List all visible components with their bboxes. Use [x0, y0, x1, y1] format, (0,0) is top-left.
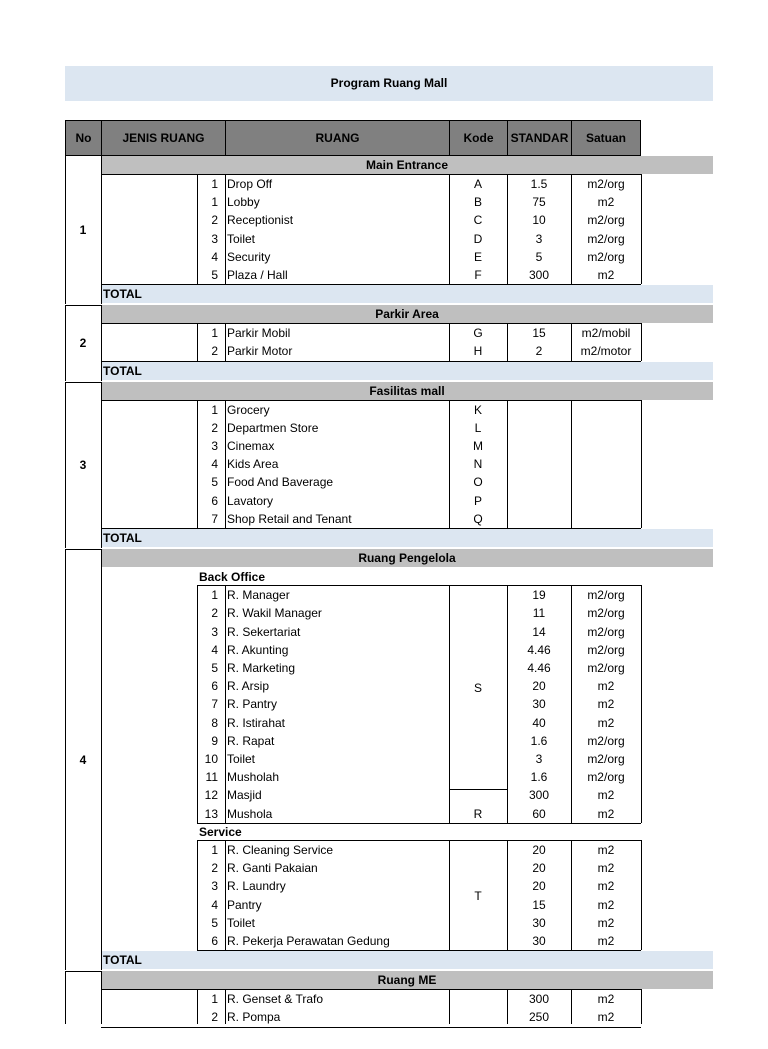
satuan-value: m2/org	[587, 606, 625, 621]
ruang-name: R. Sekertariat	[227, 624, 301, 639]
standar-value	[507, 455, 571, 473]
ruang-name: Shop Retail and Tenant	[227, 511, 352, 526]
row-number: 5	[211, 268, 218, 282]
grid-line	[571, 174, 572, 284]
row-number: 1	[211, 402, 218, 417]
row-number: 7	[211, 511, 218, 526]
ruang-name: R. Pantry	[227, 697, 278, 712]
grid-line	[449, 174, 450, 284]
kode-value	[449, 990, 507, 1008]
section-header: Ruang ME	[101, 971, 713, 989]
grid-line	[641, 400, 642, 528]
ruang-name: R. Laundry	[227, 879, 286, 894]
kode-value: P	[473, 493, 482, 508]
row-number: 2	[211, 1010, 218, 1025]
standar-value: 2	[535, 344, 543, 359]
standar-value	[507, 401, 571, 419]
kode-value: T	[474, 888, 482, 903]
satuan-value: m2/org	[587, 642, 625, 657]
satuan-value: m2/mobil	[581, 326, 631, 341]
row-number: 1	[211, 588, 218, 603]
grid-line	[197, 823, 641, 824]
header-satuan: Satuan	[571, 120, 641, 156]
standar-value: 1.6	[530, 733, 548, 748]
standar-value	[507, 437, 571, 455]
standar-value: 3	[535, 231, 543, 246]
kode-value: C	[473, 213, 483, 228]
header-jenis-ruang: JENIS RUANG	[101, 120, 226, 156]
satuan-value: m2	[597, 697, 615, 712]
row-number: 8	[211, 715, 218, 730]
satuan-value: m2/org	[587, 213, 625, 228]
kode-value: A	[473, 177, 482, 191]
satuan-value	[571, 437, 641, 455]
ruang-name: Mushola	[227, 806, 273, 821]
satuan-value: m2	[597, 915, 615, 930]
kode-value: O	[473, 475, 483, 490]
satuan-value: m2	[597, 934, 615, 948]
satuan-value: m2	[597, 195, 615, 210]
grid-line	[449, 789, 507, 790]
standar-value	[507, 492, 571, 510]
ruang-name: R. Arsip	[227, 679, 270, 694]
satuan-value: m2	[597, 1010, 615, 1025]
standar-value: 3	[535, 752, 543, 766]
kode-value: H	[473, 344, 483, 359]
satuan-value: m2/org	[587, 752, 625, 766]
standar-value: 75	[532, 195, 546, 210]
grid-line	[225, 585, 226, 823]
satuan-value	[571, 455, 641, 473]
section-number: 4	[79, 752, 87, 767]
standar-value	[507, 510, 571, 528]
grid-line	[571, 400, 572, 528]
row-number: 3	[211, 879, 218, 894]
standar-value	[507, 419, 571, 437]
row-number: 4	[211, 457, 218, 472]
ruang-name: Kids Area	[227, 457, 279, 472]
row-number: 5	[211, 475, 218, 490]
kode-value: K	[473, 402, 482, 417]
row-number: 4	[211, 642, 218, 657]
grid-line	[65, 549, 101, 550]
standar-value: 15	[532, 326, 546, 341]
row-number: 2	[211, 420, 218, 435]
satuan-value: m2/org	[587, 661, 625, 675]
grid-line	[225, 174, 226, 284]
ruang-name: Parkir Mobil	[227, 326, 291, 341]
grid-line	[65, 305, 101, 306]
ruang-name: Receptionist	[227, 213, 294, 228]
grid-line	[197, 989, 198, 1024]
standar-value	[507, 473, 571, 491]
header-no: No	[65, 120, 102, 156]
grid-line	[507, 840, 508, 950]
ruang-name: Cinemax	[227, 439, 275, 453]
header-ruang: RUANG	[225, 120, 450, 156]
total-row: TOTAL	[101, 362, 713, 380]
row-number: 1	[211, 326, 218, 341]
ruang-name: Grocery	[227, 402, 270, 417]
ruang-name: R. Pompa	[227, 1010, 281, 1025]
grid-line	[101, 971, 102, 1024]
ruang-name: R. Akunting	[227, 642, 289, 657]
grid-line	[197, 400, 198, 528]
row-number: 2	[211, 606, 218, 621]
grid-line	[197, 585, 198, 823]
ruang-name: R. Manager	[227, 588, 290, 603]
section-header: Main Entrance	[101, 156, 713, 174]
grid-line	[225, 989, 226, 1024]
satuan-value: m2/org	[587, 231, 625, 246]
row-number: 4	[211, 897, 218, 912]
row-number: 13	[204, 806, 218, 821]
row-number: 1	[211, 843, 218, 857]
ruang-name: Parkir Motor	[227, 344, 293, 359]
row-number: 10	[204, 752, 218, 766]
satuan-value	[571, 473, 641, 491]
grid-line	[571, 585, 572, 823]
standar-value: 60	[532, 806, 546, 821]
row-number: 12	[204, 788, 218, 803]
satuan-value: m2/org	[587, 733, 625, 748]
standar-value: 10	[532, 213, 546, 228]
satuan-value: m2/org	[587, 624, 625, 639]
row-number: 5	[211, 661, 218, 675]
satuan-value: m2	[597, 268, 615, 282]
satuan-value: m2/org	[587, 177, 625, 191]
ruang-name: Drop Off	[227, 177, 273, 191]
row-number: 6	[211, 493, 218, 508]
satuan-value: m2	[597, 715, 615, 730]
standar-value: 300	[528, 992, 550, 1007]
satuan-value: m2	[597, 788, 615, 803]
kode-value: L	[474, 420, 482, 435]
ruang-name: Toilet	[227, 231, 256, 246]
standar-value: 4.46	[527, 661, 551, 675]
row-number: 5	[211, 915, 218, 930]
row-number: 6	[211, 679, 218, 694]
satuan-value: m2	[597, 679, 615, 694]
satuan-value	[571, 492, 641, 510]
grid-line	[641, 323, 642, 360]
ruang-name: Pantry	[227, 897, 262, 912]
kode-value: F	[474, 268, 482, 282]
grid-line	[197, 323, 198, 360]
ruang-name: Lavatory	[227, 493, 274, 508]
grid-line	[65, 382, 101, 383]
row-number: 9	[211, 733, 218, 748]
satuan-value: m2	[597, 992, 615, 1007]
ruang-name: R. Cleaning Service	[227, 843, 334, 857]
kode-value: G	[473, 326, 483, 341]
standar-value: 15	[532, 897, 546, 912]
ruang-name: R. Wakil Manager	[227, 606, 322, 621]
ruang-name: Lobby	[227, 195, 260, 210]
satuan-value: m2	[597, 806, 615, 821]
ruang-name: Food And Baverage	[227, 475, 334, 490]
kode-value: B	[473, 195, 482, 210]
page-title: Program Ruang Mall	[65, 66, 713, 101]
ruang-name: R. Marketing	[227, 661, 296, 675]
row-number: 7	[211, 697, 218, 712]
standar-value: 4.46	[527, 642, 551, 657]
row-number: 2	[211, 213, 218, 228]
grid-line	[507, 174, 508, 284]
grid-line	[225, 323, 226, 360]
total-row: TOTAL	[101, 951, 713, 969]
grid-line	[641, 989, 642, 1024]
kode-value: Q	[473, 511, 483, 526]
row-number: 2	[211, 861, 218, 876]
group-label: Service	[199, 824, 242, 839]
kode-value: M	[473, 439, 483, 453]
ruang-name: Toilet	[227, 752, 256, 766]
grid-line	[225, 840, 226, 950]
header-kode: Kode	[449, 120, 508, 156]
section-header: Ruang Pengelola	[101, 549, 713, 567]
grid-line	[571, 323, 572, 360]
grid-line	[197, 840, 198, 950]
grid-line	[449, 585, 450, 823]
grid-line	[507, 323, 508, 360]
ruang-name: Plaza / Hall	[227, 268, 288, 282]
grid-line	[449, 323, 450, 360]
section-number: 1	[79, 223, 87, 238]
satuan-value: m2	[597, 879, 615, 894]
ruang-name: Masjid	[227, 788, 262, 803]
standar-value: 20	[532, 679, 546, 694]
standar-value: 300	[528, 268, 550, 282]
standar-value: 30	[532, 697, 546, 712]
kode-value: N	[473, 457, 483, 472]
section-header: Fasilitas mall	[101, 382, 713, 400]
grid-line	[101, 549, 102, 970]
row-number: 1	[211, 195, 218, 210]
row-number: 11	[205, 770, 218, 785]
row-number: 3	[211, 231, 218, 246]
satuan-value: m2/motor	[580, 344, 632, 359]
section-number	[65, 1031, 101, 1049]
standar-value: 300	[528, 788, 550, 803]
standar-value: 250	[528, 1010, 550, 1025]
ruang-name: R. Genset & Trafo	[227, 992, 324, 1007]
grid-line	[507, 400, 508, 528]
grid-line	[641, 840, 642, 950]
satuan-value	[571, 401, 641, 419]
grid-line	[101, 305, 102, 380]
grid-line	[507, 585, 508, 823]
row-number: 1	[211, 177, 218, 191]
group-label: Back Office	[199, 570, 266, 584]
row-number: 1	[211, 992, 218, 1007]
satuan-value	[571, 510, 641, 528]
standar-value: 19	[532, 588, 546, 603]
grid-line	[449, 400, 450, 528]
grid-line	[571, 989, 572, 1024]
ruang-name: Departmen Store	[227, 420, 319, 435]
kode-value: S	[473, 680, 482, 695]
grid-line	[101, 156, 102, 304]
standar-value: 30	[532, 915, 546, 930]
total-row: TOTAL	[101, 285, 713, 303]
row-number: 2	[211, 344, 218, 359]
total-row: TOTAL	[101, 529, 713, 547]
ruang-name: R. Istirahat	[227, 715, 286, 730]
row-number: 4	[211, 249, 218, 264]
satuan-value: m2/org	[587, 249, 625, 264]
row-number: 3	[211, 624, 218, 639]
kode-value: D	[473, 231, 483, 246]
grid-line	[449, 989, 450, 1024]
grid-line	[641, 174, 642, 284]
satuan-value: m2	[597, 861, 615, 876]
section-number: 2	[79, 335, 87, 350]
kode-value: E	[473, 249, 482, 264]
ruang-name: R. Pekerja Perawatan Gedung	[227, 934, 390, 948]
kode-value: R	[473, 806, 483, 821]
standar-value: 14	[532, 624, 546, 639]
satuan-value: m2/org	[587, 588, 625, 603]
ruang-name: Security	[227, 249, 271, 264]
standar-value: 5	[535, 249, 543, 264]
grid-line	[641, 585, 642, 823]
satuan-value	[571, 419, 641, 437]
section-header: Parkir Area	[101, 305, 713, 323]
grid-line	[225, 400, 226, 528]
standar-value: 40	[532, 715, 546, 730]
satuan-value: m2	[597, 897, 615, 912]
grid-line	[197, 174, 198, 284]
grid-line	[65, 971, 66, 1024]
section-number: 3	[79, 457, 87, 472]
ruang-name: R. Ganti Pakaian	[227, 861, 318, 876]
ruang-name: R. Rapat	[227, 733, 275, 748]
standar-value: 20	[532, 843, 546, 857]
row-number: 6	[211, 934, 218, 948]
grid-line	[65, 971, 101, 972]
standar-value: 11	[532, 606, 546, 621]
row-number: 3	[211, 439, 218, 453]
grid-line	[507, 989, 508, 1024]
ruang-name: Musholah	[227, 770, 280, 785]
grid-line	[101, 1027, 641, 1028]
satuan-value: m2	[597, 843, 615, 857]
grid-line	[101, 382, 102, 548]
ruang-name: Toilet	[227, 915, 256, 930]
standar-value: 20	[532, 879, 546, 894]
standar-value: 30	[532, 934, 546, 948]
satuan-value: m2/org	[587, 770, 625, 785]
standar-value: 1.6	[530, 770, 548, 785]
standar-value: 20	[532, 861, 546, 876]
grid-line	[571, 840, 572, 950]
standar-value: 1.5	[530, 177, 548, 191]
header-standar: STANDAR	[507, 120, 572, 156]
